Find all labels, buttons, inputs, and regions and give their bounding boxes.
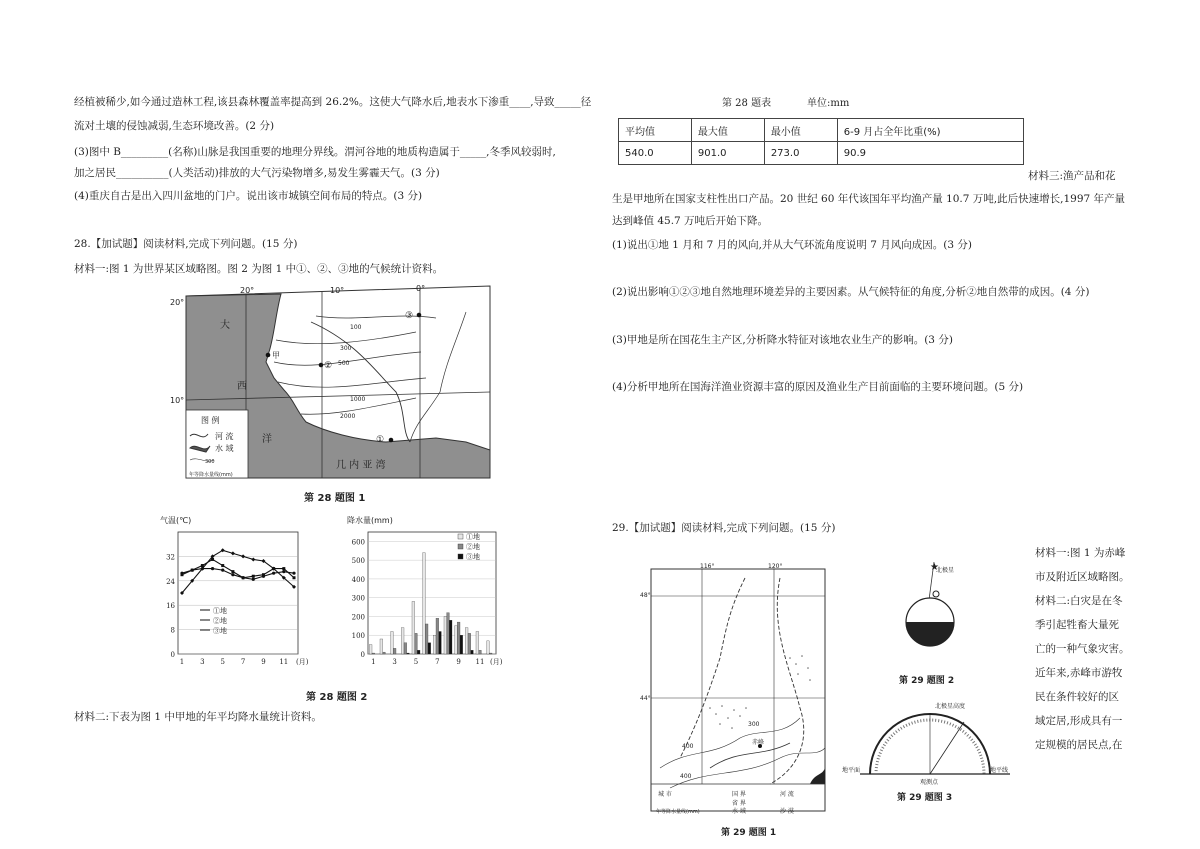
- precip-y-tick: 600: [351, 538, 365, 547]
- map29-lat-44: 44°: [640, 695, 651, 702]
- precip-x-tick: 11: [475, 658, 485, 666]
- table-cell-share: 90.9: [837, 142, 1023, 165]
- table-header-min: 最小值: [764, 119, 837, 142]
- fig2-caption: 第 28 题图 2: [306, 692, 368, 703]
- precip-bar-2: [479, 650, 482, 654]
- precip-bar-1: [391, 631, 394, 654]
- table-header-mean: 平均值: [619, 119, 692, 142]
- map29-legend-border: 国 界: [732, 791, 746, 798]
- precip-x-tick: 9: [456, 658, 461, 666]
- question-28-3: (3)甲地是所在国花生主产区,分析降水特征对该地农业生产的影响。(3 分): [612, 334, 953, 346]
- question-28-material-1: 材料一:图 1 为世界某区域略图。图 2 为图 1 中①、②、③地的气候统计资料。: [74, 263, 444, 275]
- precip-legend-label: ①地: [466, 533, 480, 541]
- precip-bar-1: [455, 626, 458, 654]
- polaris-star-icon: ★: [930, 562, 939, 573]
- question-28-1: (1)说出①地 1 月和 7 月的风向,并从大气环流角度说明 7 月风向成因。(3 分): [612, 239, 972, 251]
- precip-bar-1: [423, 553, 426, 654]
- temp-point: [231, 570, 234, 573]
- table-caption: 第 28 题表: [722, 98, 772, 109]
- temp-point: [221, 569, 224, 572]
- precip-legend-swatch: [458, 534, 463, 539]
- precip-bar-1: [444, 616, 447, 654]
- precip-y-tick: 100: [351, 632, 365, 641]
- temp-y-tick: 32: [166, 553, 175, 562]
- precip-bar-2: [404, 643, 407, 654]
- map1-legend-isoline: 年等降水量线(mm): [189, 472, 233, 478]
- precip-bar-1: [380, 639, 383, 654]
- map1-caption: 第 28 题图 1: [304, 493, 366, 504]
- material-3-b: 生是甲地所在国家支柱性出口产品。20 世纪 60 年代该国年平均渔产量 10.7 万吨,此后快速增长,1997 年产量: [612, 193, 1126, 205]
- temp-plot-frame: [178, 532, 298, 654]
- map29-legend-desert: 沙 漠: [780, 808, 794, 815]
- temp-point: [272, 572, 275, 575]
- precip-legend-label: ③地: [466, 553, 480, 561]
- map1-isoline-500: 500: [338, 360, 350, 367]
- precip-bar-2: [489, 653, 492, 654]
- precip-y-tick: 0: [360, 651, 365, 659]
- precip-bar-2: [393, 648, 396, 654]
- temp-x-unit: (月): [296, 658, 309, 666]
- temp-point: [211, 567, 214, 570]
- precip-y-tick: 200: [351, 613, 365, 622]
- globe-star-label: 北极星: [936, 567, 955, 574]
- temp-point: [282, 570, 285, 573]
- precip-x-tick: 7: [435, 658, 440, 666]
- precip-bar-3: [417, 650, 420, 654]
- map1-legend-water: 水 域: [215, 444, 234, 453]
- precip-bar-2: [415, 633, 418, 654]
- precip-axis-title: 降水量(mm): [347, 516, 393, 525]
- temp-point: [191, 569, 194, 572]
- map1-isoline-1000: 1000: [350, 396, 366, 403]
- precip-bar-2: [383, 652, 386, 654]
- precip-bar-3: [471, 650, 474, 654]
- precip-bar-3: [460, 635, 463, 654]
- fig29-3-bottom-label: 观测点: [920, 779, 939, 786]
- temp-point: [242, 576, 245, 579]
- globe-figure-29-2: [890, 560, 970, 670]
- map1-legend-sample: 300: [205, 459, 215, 465]
- map1-legend-river: 河 流: [215, 432, 234, 441]
- fig29-3-top-label: 北极星高度: [935, 703, 966, 710]
- temp-point: [231, 573, 234, 576]
- fig29-3-caption: 第 29 题图 3: [897, 793, 953, 803]
- map29-lon-116: 116°: [700, 563, 715, 570]
- precip-y-tick: 400: [351, 575, 365, 584]
- precip-bar-2: [372, 653, 375, 654]
- question-28-title: 28.【加试题】阅读材料,完成下列问题。(15 分): [74, 238, 298, 250]
- temp-x-tick: 1: [179, 658, 185, 666]
- temp-point: [282, 567, 285, 570]
- precip-bar-3: [449, 620, 452, 654]
- map1-isoline-2000: 2000: [340, 413, 356, 420]
- temp-legend-label: ②地: [213, 617, 227, 625]
- map29-legend-river: 河 流: [780, 791, 794, 798]
- fig29-3-left-label: 地平面: [842, 767, 861, 774]
- precip-x-tick: 3: [392, 658, 397, 666]
- temp-y-tick: 0: [170, 651, 175, 659]
- temp-point: [252, 575, 255, 578]
- table-cell-max: 901.0: [691, 142, 764, 165]
- body-line-3: (3)图中 B_________(名称)山脉是我国重要的地理分界线。渭河谷地的地质构造属于_____,冬季风较弱时,: [74, 146, 556, 158]
- temp-x-tick: 5: [220, 658, 225, 666]
- map1-lon-10: 10°: [330, 286, 345, 295]
- map1-sea-char-3: 洋: [262, 434, 272, 445]
- table-cell-min: 273.0: [764, 142, 837, 165]
- fig29-3-right-label: 地平线: [990, 767, 1009, 774]
- precip-bar-2: [436, 618, 439, 654]
- map29-legend-water: 水 域: [732, 808, 746, 815]
- precip-bar-2: [425, 624, 428, 654]
- temp-y-tick: 16: [166, 602, 175, 611]
- temp-point: [292, 572, 295, 575]
- question-29-title: 29.【加试题】阅读材料,完成下列问题。(15 分): [612, 522, 836, 534]
- temp-point: [262, 573, 265, 576]
- map1-gulf-label: 几 内 亚 湾: [336, 460, 386, 471]
- table-header-share: 6-9 月占全年比重(%): [837, 119, 1023, 142]
- map29-lat-48: 48°: [640, 592, 651, 599]
- precip-bar-1: [401, 628, 404, 654]
- temp-x-tick: 11: [279, 658, 289, 666]
- temp-point: [252, 578, 255, 581]
- temp-x-tick: 9: [261, 658, 266, 666]
- map29-isoline-b: 300: [748, 721, 760, 728]
- precip-x-tick: 1: [371, 658, 376, 666]
- fig29-2-caption: 第 29 题图 2: [899, 676, 955, 686]
- temp-x-tick: 3: [200, 658, 205, 666]
- map29-legend-city: 城 市: [658, 791, 672, 798]
- map1-lat-10: 10°: [170, 396, 185, 405]
- side-line-9: 定规模的居民点,在: [1035, 739, 1123, 751]
- map1-lat-20: 20°: [170, 298, 185, 307]
- map1-lon-20: 20°: [240, 286, 255, 295]
- map-figure-29-1: [650, 568, 826, 812]
- question-28-material-2: 材料二:下表为图 1 中甲地的年平均降水量统计资料。: [74, 711, 322, 723]
- precip-bar-2: [447, 613, 450, 654]
- table-header-max: 最大值: [691, 119, 764, 142]
- material-3-c: 达到峰值 45.7 万吨后开始下降。: [612, 215, 769, 227]
- map1-place-1: ①: [376, 435, 385, 445]
- map29-legend-province: 省 界: [732, 800, 746, 807]
- map1-lon-0: 0°: [416, 284, 426, 293]
- map29-isoline-c: 400: [680, 773, 692, 780]
- side-line-6: 近年来,赤峰市游牧: [1035, 667, 1123, 679]
- precip-bar-3: [428, 643, 431, 654]
- precip-bar-1: [465, 628, 468, 654]
- precip-bar-1: [487, 641, 490, 654]
- side-line-4: 季引起牲畜大量死: [1035, 619, 1119, 631]
- map1-isoline-100: 100: [350, 324, 362, 331]
- table-cell-mean: 540.0: [619, 142, 692, 165]
- side-line-5: 亡的一种气象灾害。: [1035, 643, 1130, 655]
- precip-bar-3: [439, 631, 442, 654]
- precip-bar-1: [433, 635, 436, 654]
- precip-bar-1: [412, 601, 415, 654]
- map1-place-jia: 甲: [272, 351, 280, 360]
- precip-bar-1: [476, 631, 479, 654]
- temp-point: [181, 573, 184, 576]
- precip-bar-2: [457, 622, 460, 654]
- side-line-8: 域定居,形成具有一: [1035, 715, 1123, 727]
- body-line-5: (4)重庆自古是出入四川盆地的门户。说出该市城镇空间布局的特点。(3 分): [74, 190, 423, 202]
- side-line-1: 材料一:图 1 为赤峰: [1035, 547, 1126, 559]
- question-28-2: (2)说出影响①②③地自然地理环境差异的主要因素。从气候特征的角度,分析②地自然带的成因。(4 分): [612, 286, 1090, 298]
- side-line-2: 市及附近区域略图。: [1035, 571, 1130, 583]
- side-line-7: 民在条件较好的区: [1035, 691, 1119, 703]
- temp-y-tick: 24: [166, 577, 175, 586]
- temp-axis-title: 气温(℃): [160, 516, 192, 525]
- temp-point: [221, 564, 224, 567]
- body-line-1: 经植被稀少,如今通过造林工程,该县森林覆盖率提高到 26.2%。这使大气降水后,地表水下渗重____,导致_____径: [74, 96, 592, 108]
- precip-y-tick: 500: [351, 557, 365, 566]
- precip-legend-swatch: [458, 544, 463, 549]
- precip-stats-table: [618, 118, 1024, 165]
- map1-legend-title: 图 例: [201, 416, 220, 425]
- map1-sea-char-2: 西: [237, 381, 247, 392]
- temp-y-tick: 8: [170, 626, 175, 635]
- body-line-2: 流对土壤的侵蚀减弱,生态环境改善。(2 分): [74, 120, 275, 132]
- map1-sea-char-1: 大: [220, 320, 230, 331]
- temperature-chart: [160, 526, 309, 676]
- precip-bar-2: [468, 633, 471, 654]
- body-line-4: 加之居民__________(人类活动)排放的大气污染物增多,易发生雾霾天气。(3 分): [74, 167, 440, 179]
- precip-bar-1: [369, 645, 372, 654]
- temp-legend-label: ①地: [213, 607, 227, 615]
- question-28-4: (4)分析甲地所在国海洋渔业资源丰富的原因及渔业生产目前面临的主要环境问题。(5 分): [612, 381, 1024, 393]
- precip-legend-swatch: [458, 554, 463, 559]
- map29-legend-isoline: 年等降水量线(mm): [656, 809, 700, 815]
- map29-caption: 第 29 题图 1: [721, 828, 777, 838]
- precip-x-tick: 5: [413, 658, 419, 666]
- side-line-3: 材料二:白灾是在冬: [1035, 595, 1123, 607]
- map1-isoline-300: 300: [340, 345, 352, 352]
- table-unit: 单位:mm: [807, 98, 850, 109]
- temp-legend-label: ③地: [213, 627, 227, 635]
- temp-x-tick: 7: [240, 658, 246, 666]
- precip-y-tick: 300: [351, 594, 365, 603]
- material-3-a: 材料三:渔产品和花: [1028, 170, 1116, 182]
- precip-legend-label: ②地: [466, 543, 480, 551]
- map1-place-2: ②: [324, 361, 333, 371]
- precip-bar-3: [407, 653, 410, 654]
- map1-place-3: ③: [405, 311, 414, 321]
- map29-isoline-a: 400: [682, 743, 694, 750]
- precip-x-unit: (月): [490, 658, 503, 666]
- precipitation-chart: [344, 526, 504, 676]
- map29-lon-120: 120°: [768, 563, 783, 570]
- temp-point: [293, 576, 296, 579]
- map29-city-label: 赤峰: [752, 739, 765, 746]
